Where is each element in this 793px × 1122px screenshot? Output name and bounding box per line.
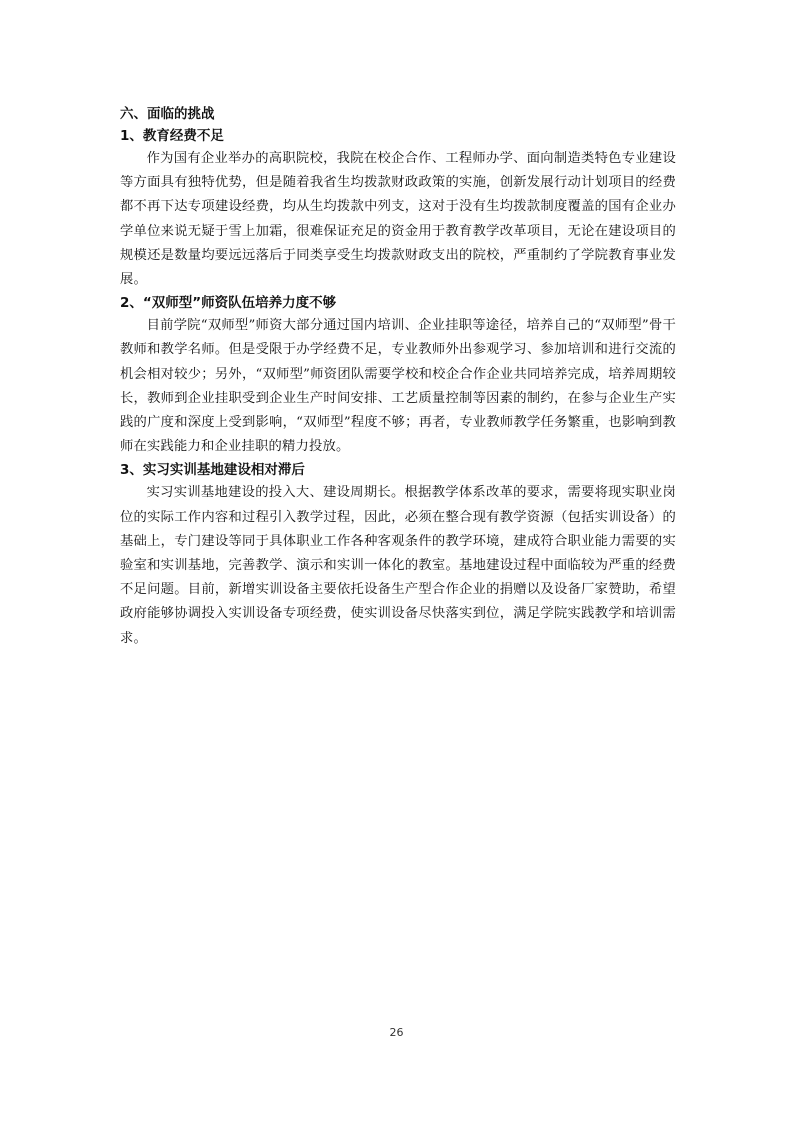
page-content	[120, 103, 676, 651]
page-number: 26	[389, 1026, 404, 1039]
paragraph-2: 目前学院“双师型”师资大部分通过国内培训、企业挂职等途径，培养自己的“双师型”骨干教师和教学名师。但是受限于办学经费不足，专业教师外出参观学习、参加培训和进行交流的机会相对较少；另外，“双师型”师资团队需要学校和校企合作企业共同培养完成，培养周期较长，教师到企业挂职受到企业生产时间安排、工艺质量控制等因素的制约，在参与企业生产实践的广度和深度上受到影响，“双师型”程度不够；再者，专业教师教学任务繁重，也影响到教师在实践能力和企业挂职的精力投放。	[120, 318, 676, 455]
section-title: 六、面临的挑战	[120, 106, 215, 122]
subsection-heading-1: 1、教育经费不足	[120, 128, 224, 144]
paragraph-3: 实习实训基地建设的投入大、建设周期长。根据教学体系改革的要求，需要将现实职业岗位的实际工作内容和过程引入教学过程，因此，必须在整合现有教学资源（包括实训设备）的基础上，专门建设等同于具体职业工作各种客观条件的教学环境，建成符合职业能力需要的实验室和实训基地，完善教学、演示和实训一体化的教室。基地建设过程中面临较为严重的经费不足问题。目前，新增实训设备主要依托设备生产型合作企业的捐赠以及设备厂家赞助，希望政府能够协调投入实训设备专项经费，使实训设备尽快落实到位，满足学院实践教学和培训需求。	[120, 485, 676, 646]
subsection-heading-2: 2、“双师型”师资队伍培养力度不够	[120, 295, 337, 312]
subsection-heading-3: 3、实习实训基地建设相对滞后	[120, 462, 305, 479]
paragraph-1: 作为国有企业举办的高职院校，我院在校企合作、工程师办学、面向制造类特色专业建设等方面具有独特优势，但是随着我省生均拨款财政政策的实施，创新发展行动计划项目的经费都不再下达专项建设经费，均从生均拨款中列支，这对于没有生均拨款制度覆盖的国有企业办学单位来说无疑于雪上加霜，很难保证充足的资金用于教育教学改革项目，无论在建设项目的规模还是数量均要远远落后于同类享受生均拨款财政支出的院校，严重制约了学院教育事业发展。	[120, 151, 676, 288]
